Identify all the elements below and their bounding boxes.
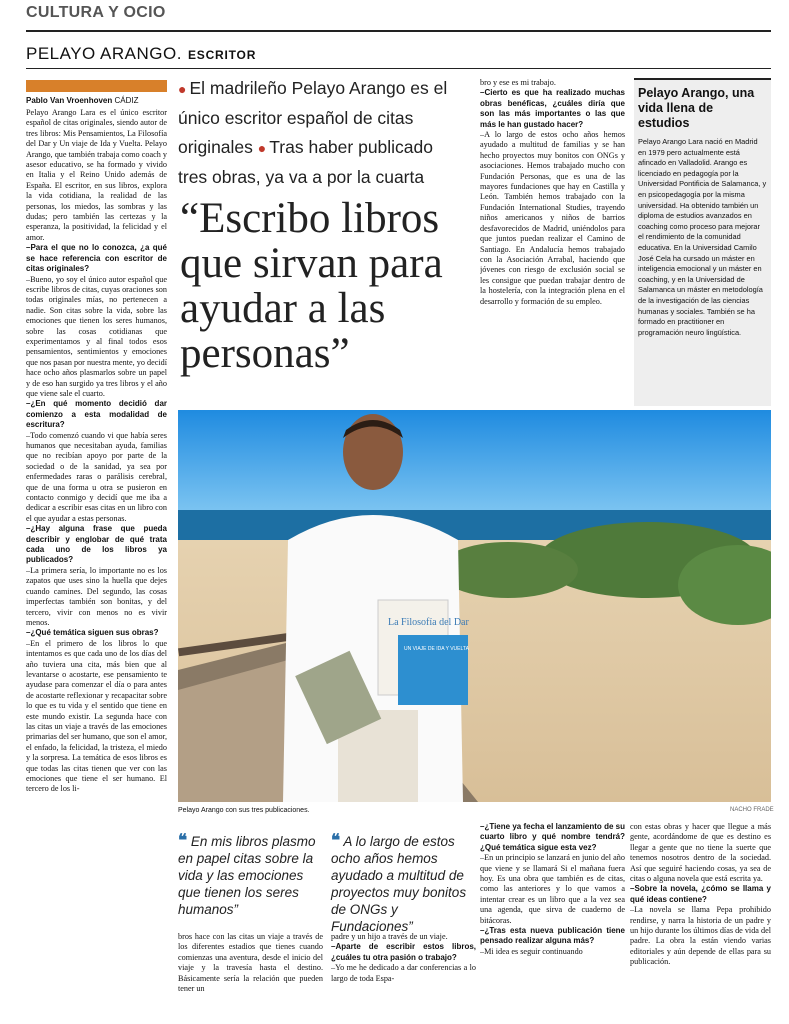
article-column-1: [26, 108, 167, 1023]
deck-part-2: Tras haber publicado tres obras, ya va a por la cuarta: [178, 137, 434, 187]
deck-part-1: El madrileño Pelayo Arango es el único escritor español de citas originales: [178, 78, 448, 157]
section-title: CULTURA Y OCIO: [26, 4, 166, 21]
question-paragraph: –Sobre la novela, ¿cómo se llama y qué ideas contiene?: [630, 884, 771, 904]
answer-paragraph: –La novela se llama Pepa prohibido rendirse, y narra la historia de un padre y un hijo durante los últimos días de vida del padre. La obra la están viendo varias editoriales y aún depende de ellas para su publicación.: [630, 905, 771, 967]
sidebar-title: Pelayo Arango, una vida llena de estudios: [638, 86, 755, 130]
quote-mark-icon: ❝: [178, 831, 188, 850]
answer-paragraph: Pelayo Arango Lara es el único escritor español de citas originales, siendo autor de tres libros: Mis Pensamientos, La Filosofía del Dar y Un viaje de Ida y Vuelta. Pelayo Arango, que también trabaja como coach y asesor educativo, se ha formado y vivido en Italia y el Reino Unido además de España. El escritor, en sus libros, explora la vida cotidiana, la realidad de las personas, los miedos, las sombras y las dudas; pero también las certezas y la esperanza, la positividad, la felicidad y el amor.: [26, 108, 167, 242]
answer-paragraph: bro y ese es mi trabajo.: [480, 78, 556, 87]
bullet-dot-icon: ●: [257, 140, 267, 156]
beach-photo-illustration: [178, 410, 771, 802]
pull-quote-2-text: A lo largo de estos ocho años hemos ayudado a multitud de proyectos muy bonitos de ONGs y Fundaciones”: [331, 834, 467, 934]
headline: “Escribo libros que sirvan para ayudar a las personas”: [180, 195, 443, 377]
article-column-b4: [630, 822, 771, 1024]
question-paragraph: –¿Hay alguna frase que pueda describir y englobar de qué trata cada uno de los libros ya publicados?: [26, 524, 167, 565]
pull-quote-2: [331, 832, 476, 935]
photo-credit: NACHO FRADE: [730, 807, 774, 813]
article-column-b2: [331, 932, 476, 1024]
question-paragraph: –¿Tras esta nueva publicación tiene pensado realizar alguna más?: [480, 926, 625, 946]
photo-caption: Pelayo Arango con sus tres publicaciones.: [178, 807, 310, 814]
sidebar-text: Pelayo Arango Lara nació en Madrid en 1979 pero actualmente está afincado en Valladolid. Arango es licenciado en pedagogía por la Universidad Pontificia de Salamanca, y en psicopedagogía por la misma universidad. Ha obtenido también un diploma de estudios avanzados en coaching como proceso para mejorar el rendimiento de la comunidad educativa. En la Universidad Camilo José Cela ha cursado un máster en inteligencia emocional y un máster en coaching, y en la Universidad de Salamanca un máster en metodología de la investigación de las ciencias humanas y sociales. También se ha formado en practitioner en programación neuro lingüística.: [638, 137, 767, 337]
answer-paragraph: –En un principio se lanzará en junio del año que viene y se llamará Si el mañana fuera hoy. Es una obra que también es de citas, como las anteriores y lo que vamos a intentar crear es un libro que a la vez sea una agenda, que sirva de cuaderno de bitácoras.: [480, 853, 625, 925]
article-column-b1: [178, 932, 323, 1024]
article-column-3: [480, 78, 625, 408]
accent-bar: [26, 80, 167, 92]
quote-mark-icon: ❝: [331, 831, 341, 850]
header-rule: [26, 68, 771, 69]
answer-paragraph: padre y un hijo a través de un viaje.: [331, 932, 448, 941]
answer-paragraph: –Todo comenzó cuando vi que había seres humanos que necesitaban ayuda, familias que no recibían apoyo por parte de la sociedad o de la sanidad, ya sea por enfermedades raras o parálisis cerebral, que de una forma u otra se pusieron en contacto conmigo y decidí que me iba a dedicar a escribir esas citas en un libro con el que ayudar a estas personas.: [26, 430, 167, 523]
answer-paragraph: –Mi idea es seguir continuando: [480, 946, 583, 956]
pull-quote-1: [178, 832, 323, 918]
top-rule: [26, 30, 771, 32]
main-photo: [178, 410, 771, 802]
bio-sidebar: [634, 78, 771, 406]
question-paragraph: –Para el que no lo conozca, ¿a qué se hace referencia con escritor de citas originales?: [26, 243, 167, 274]
pull-quote-1-text: En mis libros plasmo en papel citas sobre la vida y las emociones que tienen los seres humanos”: [178, 834, 316, 917]
answer-paragraph: con estas obras y hacer que llegue a más gente, acordándome de que es destino es llegar a gente que no tiene la suerte que tenemos nosotros dentro de la sociedad. Así que seguiré haciendo cosas, ya sea de citas o alguna novela que está escrita ya.: [630, 822, 771, 884]
author-name: PELAYO ARANGO.: [26, 44, 182, 63]
answer-paragraph: –A lo largo de estos ocho años hemos ayudado a multitud de familias y se han hecho proyectos muy bonitos con ONGs y asociaciones. Hemos trabajado mucho con Fundación Personas, que es una de las mayores fundaciones que hay en Castilla y León. También hemos trabajado con la Fundación International Studies, trayendo niños americanos y niños de barrios desfavorecidos de Madrid, uniéndolos para que juntos puedan realizar el Camino de Santiago. En Andalucía hemos trabajado con la Asociación Arrabal, haciendo que jóvenes con riesgo de exclusión social se les consigue que puedan trabajar dentro de la hostelería, con la integración plena en el desarrollo y formación de su empleo.: [480, 130, 625, 306]
book-title-text: La Filosofía del Dar: [388, 617, 469, 628]
answer-paragraph: –La primera sería, lo importante no es los zapatos que uses sino la huella que dejes cuando camines. Del segundo, las cosas imperfectas también son bonitas, y del tercero, vivir con menos no es vivir menos.: [26, 565, 167, 627]
answer-paragraph: bros hace con las citas un viaje a través de los diferentes estadios que tienes cuando comienzas una aventura, desde el inicio del viaje y la travesía hasta el destino. Básicamente sería la relación que pueden tener un: [178, 932, 323, 994]
answer-paragraph: –En el primero de los libros lo que intentamos es que cada uno de los días del año tuviera una cita, más bien que al levantarse o acostarte, ese pensamiento te ayudase para comenzar el día o para antes de acostarte reflexionar y recapacitar sobre lo que es tu vida y el sentido que tiene en este mundo existir. La segunda hace con las citas un viaje a través de las emociones primarias del ser humano, que son el amor, el enfado, la felicidad, la tristeza, el miedo y la sorpresa. La temática de esos libros es que todas las citas tienen que ver con las emociones que tiene el ser humano. El tercero de los li-: [26, 638, 167, 794]
deck: [178, 74, 466, 192]
byline-name: Pablo Van Vroenhoven: [26, 96, 113, 105]
question-paragraph: –¿Tiene ya fecha el lanzamiento de su cuarto libro y qué nombre tendrá? ¿Qué temática sigue esta vez?: [480, 822, 625, 852]
question-paragraph: –Aparte de escribir estos libros, ¿cuáles tu otra pasión o trabajo?: [331, 942, 476, 962]
question-paragraph: –¿En qué momento decidió dar comienzo a esta modalidad de escritura?: [26, 399, 167, 430]
question-paragraph: –Cierto es que ha realizado muchas obras benéficas, ¿cuáles diría que son las más importantes o las que más le han gustado hacer?: [480, 88, 625, 129]
author-role: ESCRITOR: [187, 48, 257, 62]
author-header: [26, 44, 256, 64]
question-paragraph: –¿Qué temática siguen sus obras?: [26, 628, 159, 638]
byline: [26, 96, 167, 105]
answer-paragraph: –Bueno, yo soy el único autor español que escribe libros de citas, cuyas oraciones son todas originales mías, no pertenecen a nadie. Son citas sobre la vida, sobre las emociones que tienen los seres humanos, sobre las cosas cotidianas que experimentamos y al final todos esos pensamientos, sentimientos y emociones que nos pasan por nuestra mente, yo decidí hace ocho años plasmarlos sobre un papel y de eso han surgido ya tres libros y el año que viene sale el cuarto.: [26, 274, 167, 398]
article-column-b3: [480, 822, 625, 1024]
byline-place: CÁDIZ: [114, 96, 139, 105]
bullet-dot-icon: ●: [178, 81, 187, 97]
book-title-2-text: UN VIAJE DE IDA Y VUELTA: [404, 646, 469, 652]
answer-paragraph: –Yo me he dedicado a dar conferencias a lo largo de toda Espa-: [331, 963, 476, 983]
